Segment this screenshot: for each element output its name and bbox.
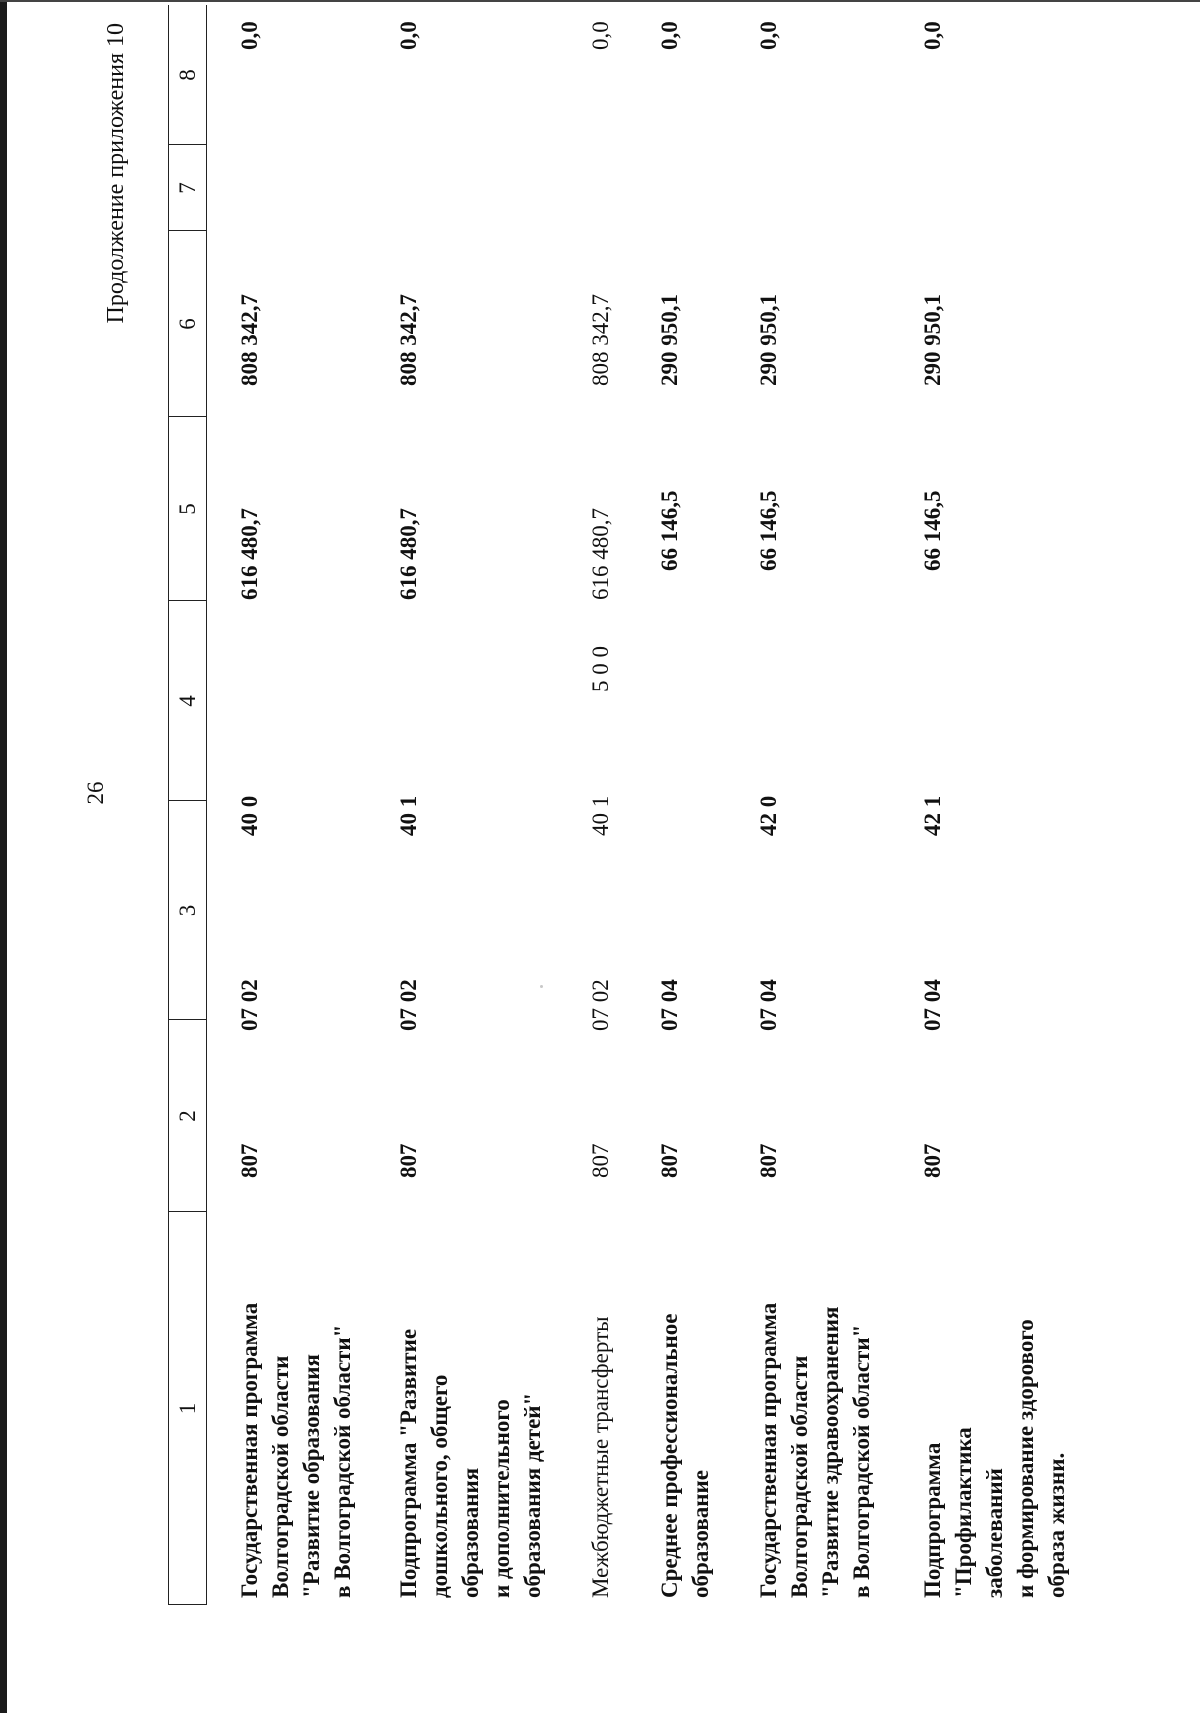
- header-col-5: 5: [175, 503, 200, 515]
- row-2-name: Подпрограмма "Развитие дошкольного, общего образования и дополнительного образования детей": [396, 1328, 545, 1598]
- header-col-3: 3: [175, 904, 200, 917]
- row-2-col-6: 616 480,7: [396, 508, 421, 600]
- row-5-col-6: 66 146,5: [756, 490, 781, 571]
- header-col-1: 1: [175, 1402, 200, 1415]
- row-6-col-2: 807: [920, 1143, 945, 1178]
- row-3-col-4: 40 1: [588, 795, 613, 836]
- row-5-col-3: 07 04: [756, 979, 781, 1031]
- header-col-8: 8: [175, 69, 200, 81]
- header-col-4: 4: [175, 695, 200, 707]
- header-col-6: 6: [175, 318, 200, 330]
- row-5-name: Государственная программа Волгоградской области "Развитие здравоохранения в Волгоградской области": [756, 1302, 874, 1598]
- row-6-col-6: 66 146,5: [920, 490, 945, 571]
- row-3-col-3: 07 02: [588, 979, 613, 1031]
- row-3-col-2: 807: [588, 1143, 613, 1178]
- row-3-col-8: 0,0: [588, 21, 613, 50]
- page-number: 26: [83, 781, 108, 805]
- table-header-rule: [206, 5, 207, 1605]
- row-2-col-4: 40 1: [396, 795, 421, 836]
- appendix-label: Продолжение приложения 10: [103, 23, 129, 324]
- row-3-col-7: 808 342,7: [588, 294, 613, 386]
- row-5-col-8: 0,0: [756, 21, 781, 50]
- row-2-col-8: 0,0: [396, 21, 421, 50]
- row-6-col-7: 290 950,1: [920, 294, 945, 386]
- row-6-col-4: 42 1: [920, 795, 945, 836]
- row-5-col-4: 42 0: [756, 795, 781, 836]
- row-1-col-2: 807: [237, 1143, 262, 1178]
- row-1-col-3: 07 02: [237, 979, 262, 1031]
- row-3-name: Межбюджетные трансферты: [588, 1316, 613, 1598]
- row-2-col-7: 808 342,7: [396, 294, 421, 386]
- row-4-col-8: 0,0: [657, 21, 682, 50]
- row-6-col-8: 0,0: [920, 21, 945, 50]
- header-col-7: 7: [175, 182, 200, 194]
- row-6-col-3: 07 04: [920, 979, 945, 1031]
- row-1-col-8: 0,0: [237, 21, 262, 50]
- row-6-name: Подпрограмма "Профилактика заболеваний и формирование здорового образа жизни.: [920, 1319, 1069, 1598]
- row-5-col-2: 807: [756, 1143, 781, 1178]
- row-1-name: Государственная программа Волгоградской области "Развитие образования в Волгоградской области": [237, 1302, 355, 1598]
- row-2-col-2: 807: [396, 1143, 421, 1178]
- row-5-col-7: 290 950,1: [756, 294, 781, 386]
- row-3-col-5: 5 0 0: [588, 646, 613, 692]
- row-1-col-4: 40 0: [237, 795, 262, 836]
- row-4-col-3: 07 04: [657, 979, 682, 1031]
- row-4-col-6: 66 146,5: [657, 490, 682, 571]
- row-2-col-3: 07 02: [396, 979, 421, 1031]
- table-top-rule: [168, 5, 169, 1605]
- row-4-name: Среднее профессиональное образование: [657, 1313, 713, 1598]
- row-4-col-7: 290 950,1: [657, 294, 682, 386]
- row-4-col-2: 807: [657, 1143, 682, 1178]
- row-1-col-6: 616 480,7: [237, 508, 262, 600]
- row-1-col-7: 808 342,7: [237, 294, 262, 386]
- row-3-col-6: 616 480,7: [588, 508, 613, 600]
- header-col-2: 2: [175, 1110, 200, 1122]
